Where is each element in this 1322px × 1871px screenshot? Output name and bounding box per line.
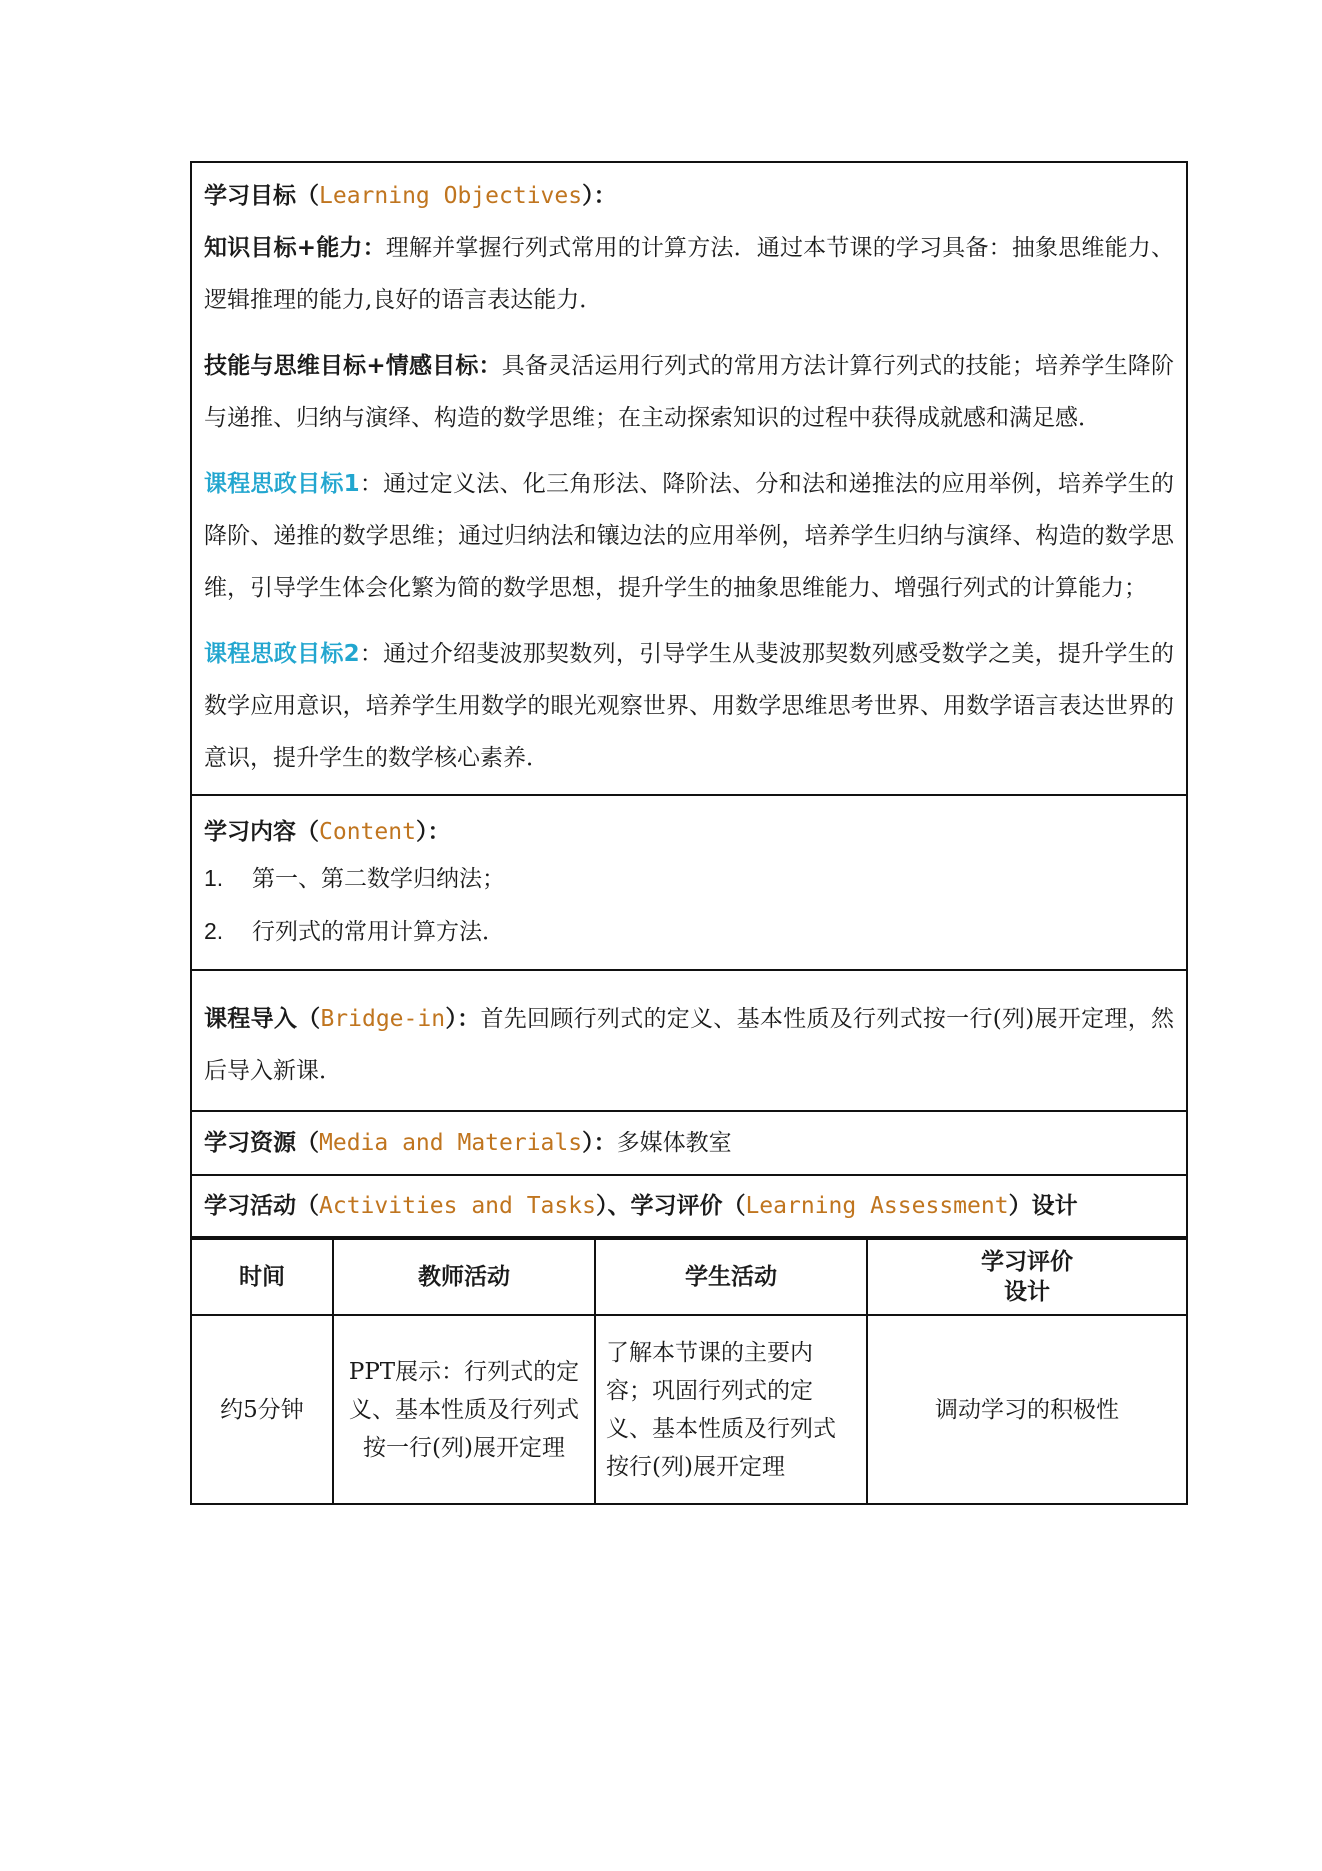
ideology-objective-1: [204, 458, 1174, 614]
header-time: 时间: [192, 1239, 333, 1315]
bridge-section: [192, 971, 1186, 1112]
activities-table: [192, 1238, 1186, 1503]
ideology-objective-2: [204, 628, 1174, 784]
header-assessment-design: 学习评价设计: [867, 1239, 1186, 1315]
media-text: 多媒体教室: [616, 1130, 732, 1156]
ideology-objective-1-label: 课程思政目标1: [204, 471, 360, 497]
skills-objective-label: 技能与思维目标+情感目标：: [204, 353, 502, 379]
objectives-heading: 学习目标（Learning Objectives）：: [204, 183, 617, 209]
list-item: 2. 行列式的常用计算方法．: [204, 918, 505, 945]
content-heading: 学习内容（Content）：: [204, 819, 451, 845]
knowledge-objective-text: 理解并掌握行列式常用的计算方法．通过本节课的学习具备：抽象思维能力、逻辑推理的能力,良好的语言表达能力．: [204, 235, 1174, 313]
bridge-paragraph: 课程导入（Bridge-in）：首先回顾行列式的定义、基本性质及行列式按一行(列)展开定理，然后导入新课．: [204, 1006, 1175, 1084]
list-item: 1. 第一、第二数学归纳法；: [204, 865, 505, 892]
ideology-objective-1-text: ：通过定义法、化三角形法、降阶法、分和法和递推法的应用举例，培养学生的降阶、递推的数学思维；通过归纳法和镶边法的应用举例，培养学生归纳与演绎、构造的数学思维，引导学生体会化繁为简的数学思想，提升学生的抽象思维能力、增强行列式的计算能力；: [204, 471, 1175, 601]
header-teacher-activity: 教师活动: [333, 1239, 595, 1315]
table-row: [192, 1315, 1186, 1503]
objectives-section: [192, 163, 1186, 796]
skills-objective-text: 具备灵活运用行列式的常用方法计算行列式的技能；培养学生降阶与递推、归纳与演绎、构造的数学思维；在主动探索知识的过程中获得成就感和满足感．: [204, 353, 1174, 431]
media-section: [192, 1112, 1186, 1176]
media-line: 学习资源（Media and Materials）：多媒体教室: [204, 1130, 732, 1156]
content-list: [204, 852, 1174, 958]
activities-section: [192, 1176, 1186, 1238]
knowledge-objective: [204, 222, 1174, 326]
knowledge-objective-label: 知识目标+能力：: [204, 235, 386, 261]
ideology-objective-2-label: 课程思政目标2: [204, 641, 360, 667]
skills-objective: [204, 340, 1174, 444]
table-header-row: [192, 1239, 1186, 1315]
header-student-activity: 学生活动: [595, 1239, 867, 1315]
activities-heading: 学习活动（Activities and Tasks）、学习评价（Learning Assessment）设计: [204, 1193, 1078, 1219]
cell-teacher-activity: PPT展示：行列式的定义、基本性质及行列式按一行(列)展开定理: [333, 1315, 595, 1503]
cell-assessment: 调动学习的积极性: [867, 1315, 1186, 1503]
activities-table-section: [192, 1238, 1186, 1503]
bridge-text: 首先回顾行列式的定义、基本性质及行列式按一行(列)展开定理，然后导入新课．: [204, 1006, 1175, 1084]
lesson-plan-document: [190, 161, 1188, 1505]
content-section: [192, 796, 1186, 971]
cell-student-activity: 了解本节课的主要内容；巩固行列式的定义、基本性质及行列式按行(列)展开定理: [595, 1315, 867, 1503]
ideology-objective-2-text: ：通过介绍斐波那契数列，引导学生从斐波那契数列感受数学之美，提升学生的数学应用意识，培养学生用数学的眼光观察世界、用数学思维思考世界、用数学语言表达世界的意识，提升学生的数学核心素养．: [204, 641, 1175, 771]
cell-time: 约5分钟: [192, 1315, 333, 1503]
